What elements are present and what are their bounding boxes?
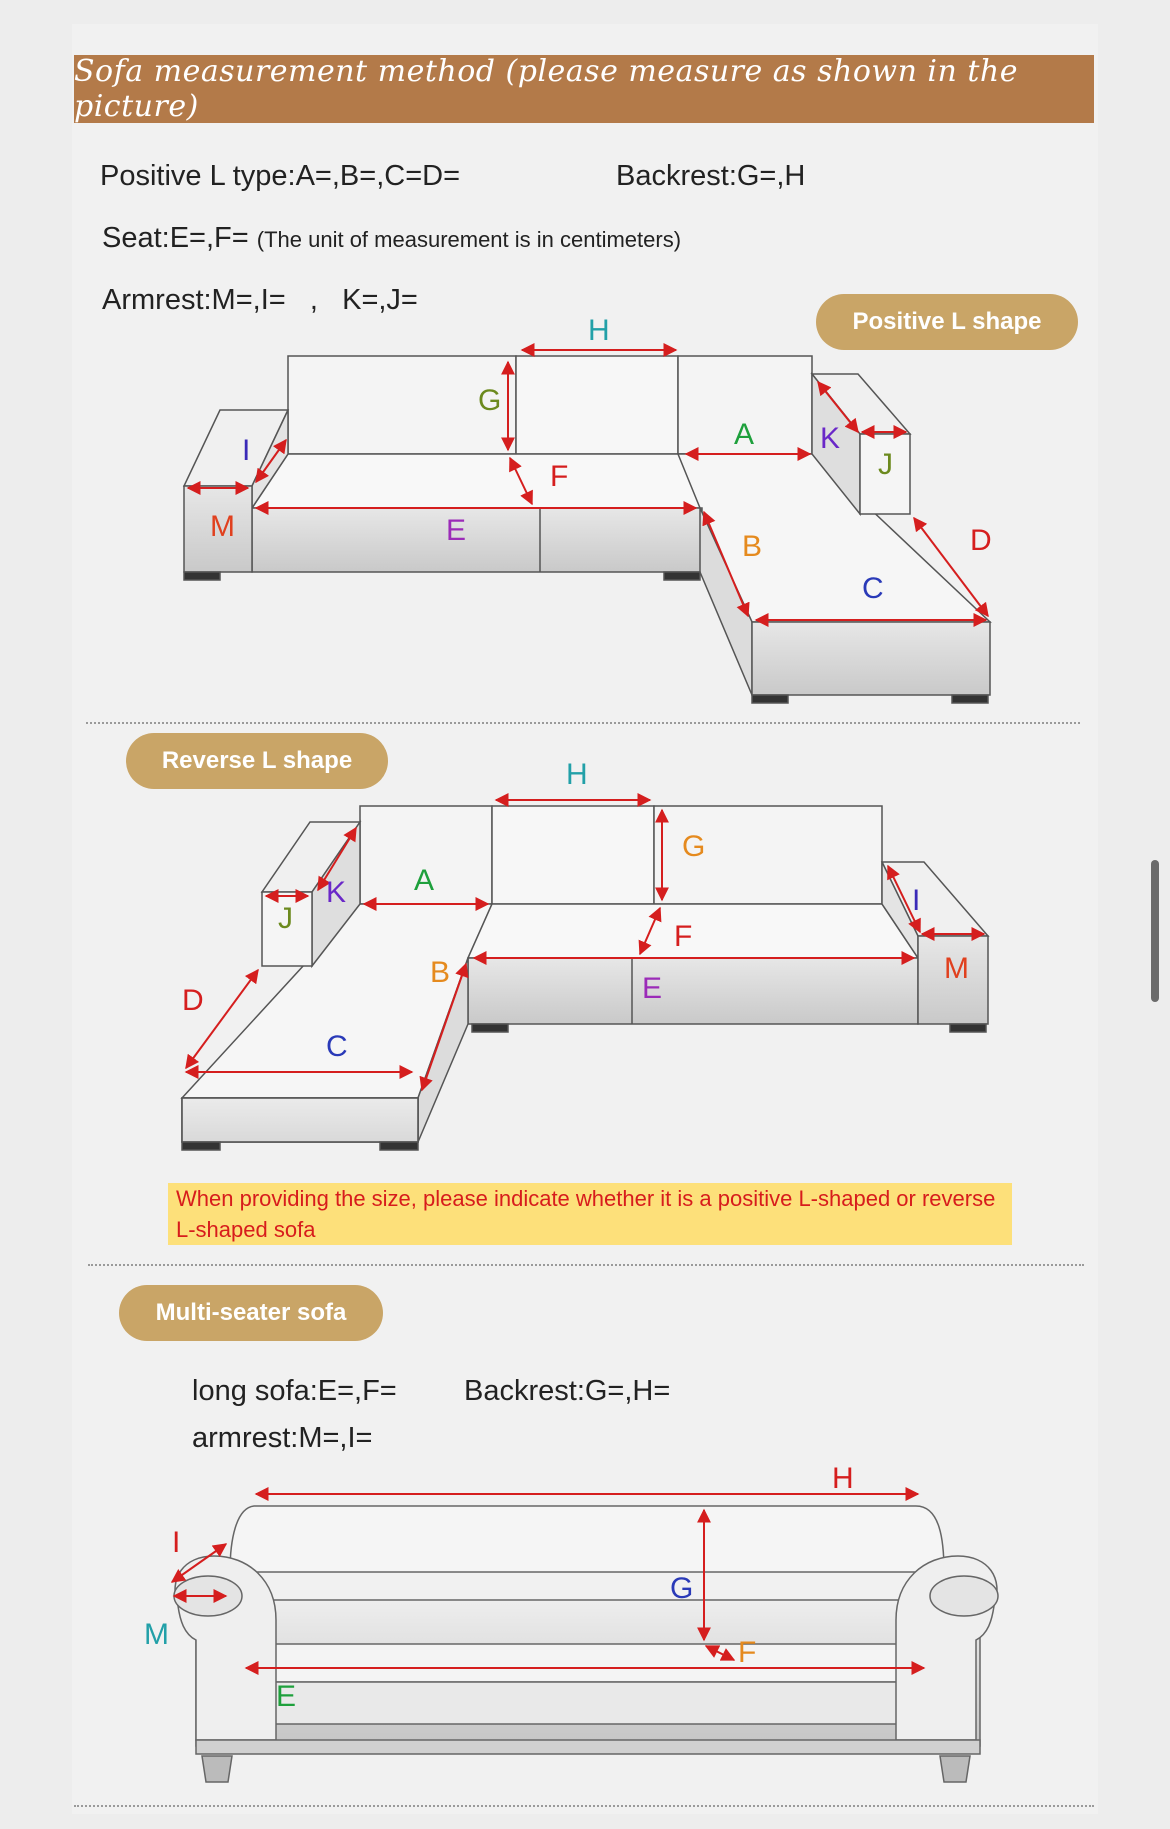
right-arm-roll <box>930 1576 998 1616</box>
sofa-foot <box>752 695 788 703</box>
seat-front <box>242 1682 928 1724</box>
label-e: E <box>276 1680 297 1713</box>
label-d: D <box>182 984 204 1017</box>
sofa-foot <box>950 1024 986 1032</box>
banner-title: Sofa measurement method (please measure as shown in the picture) <box>74 55 1094 123</box>
label-k: K <box>326 876 347 909</box>
label-i: I <box>172 1526 181 1559</box>
label-i: I <box>912 884 921 917</box>
label-b: B <box>430 956 451 989</box>
label-e: E <box>446 514 467 547</box>
unit-note: (The unit of measurement is in centimeters) <box>256 227 682 252</box>
label-f: F <box>738 1636 757 1669</box>
sofa-foot <box>380 1142 418 1150</box>
label-g: G <box>682 830 706 863</box>
sofa-foot <box>472 1024 508 1032</box>
long-sofa-dimensions: long sofa:E=,F= <box>192 1375 397 1407</box>
label-f: F <box>550 460 569 493</box>
sofa-leg <box>202 1756 232 1782</box>
multi-seater-badge: Multi-seater sofa <box>119 1285 383 1341</box>
label-g: G <box>478 384 502 417</box>
backrest-middle <box>516 356 678 454</box>
backrest-dimensions: Backrest:G=,H <box>616 160 806 192</box>
backrest-middle <box>492 806 654 904</box>
label-j: J <box>278 902 293 935</box>
chaise-front <box>752 622 990 695</box>
sofa-base <box>196 1740 980 1754</box>
positive-l-badge: Positive L shape <box>816 294 1078 350</box>
label-m: M <box>144 1618 169 1651</box>
seat-front <box>252 508 702 572</box>
positive-l-dimensions: Positive L type:A=,B=,C=D= <box>100 160 461 192</box>
label-c: C <box>326 1030 348 1063</box>
seat-label: Seat:E=,F= <box>102 222 249 254</box>
label-h: H <box>588 314 610 347</box>
multi-backrest-dimensions: Backrest:G=,H= <box>464 1375 671 1407</box>
reverse-l-badge: Reverse L shape <box>126 733 388 789</box>
armrest-dimensions: Armrest:M=,I= , K=,J= <box>102 284 418 316</box>
label-h: H <box>832 1462 854 1495</box>
label-i: I <box>242 434 251 467</box>
notice-banner: When providing the size, please indicate whether it is a positive L-shaped or reverse L-shaped sofa <box>168 1183 1012 1245</box>
label-g: G <box>670 1572 694 1605</box>
label-c: C <box>862 572 884 605</box>
sofa-foot <box>952 695 988 703</box>
sofa-foot <box>184 572 220 580</box>
backrest <box>230 1506 944 1572</box>
label-m: M <box>210 510 235 543</box>
label-a: A <box>414 864 435 897</box>
label-m: M <box>944 952 969 985</box>
seat-top <box>468 904 918 958</box>
label-j: J <box>878 448 893 481</box>
sofa-foot <box>664 572 700 580</box>
sofa-foot <box>182 1142 220 1150</box>
label-b: B <box>742 530 763 563</box>
reverse-l-sofa-diagram <box>182 806 988 1150</box>
label-k: K <box>820 422 841 455</box>
label-f: F <box>674 920 693 953</box>
positive-l-sofa-diagram <box>184 356 990 703</box>
label-a: A <box>734 418 755 451</box>
seat-front <box>468 958 918 1024</box>
sofa-leg <box>940 1756 970 1782</box>
label-h: H <box>566 758 588 791</box>
label-e: E <box>642 972 663 1005</box>
label-d: D <box>970 524 992 557</box>
multi-armrest-dimensions: armrest:M=,I= <box>192 1422 373 1454</box>
multi-seater-sofa-diagram <box>174 1506 998 1782</box>
seat-cushion <box>240 1644 930 1682</box>
